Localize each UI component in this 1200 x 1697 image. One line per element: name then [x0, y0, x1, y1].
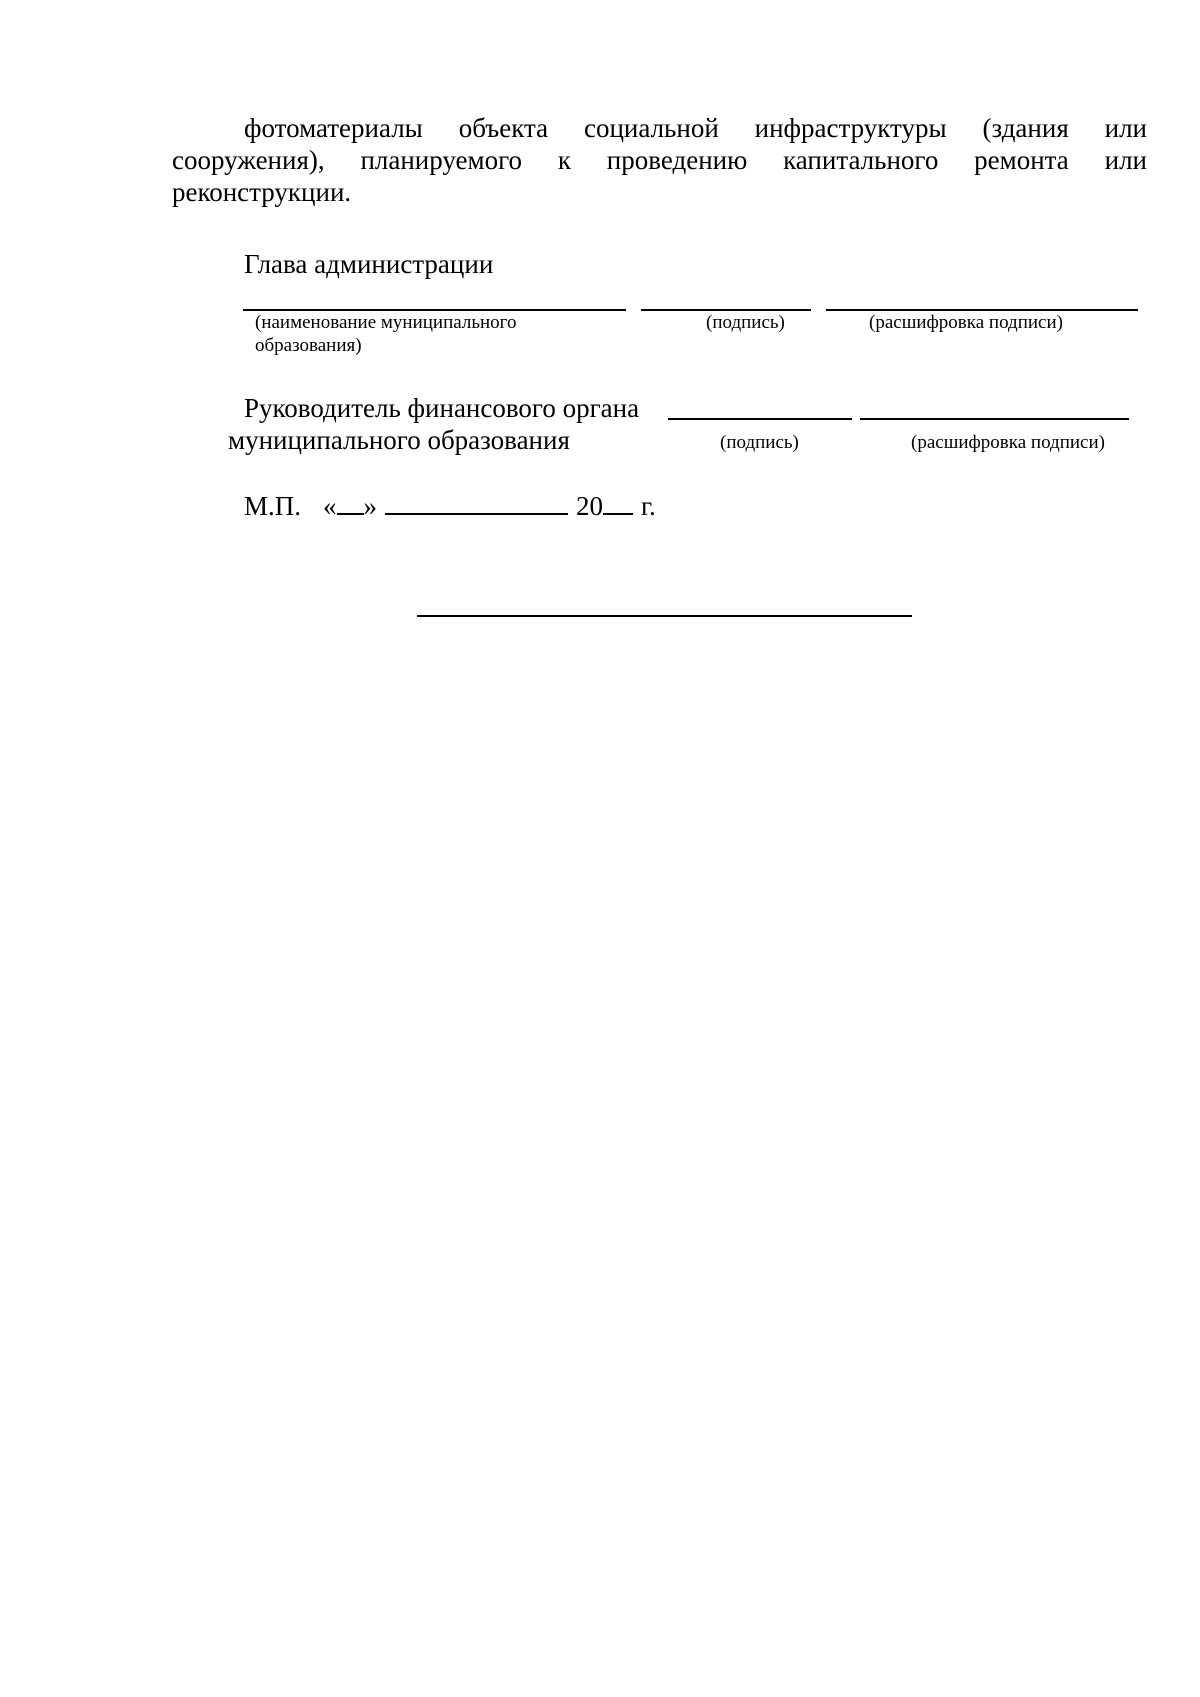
year-prefix: 20: [576, 491, 604, 521]
finance-title-line1: Руководитель финансового органа: [244, 393, 640, 423]
finance-title-line2: муниципального образования: [228, 425, 570, 455]
closing-separator: [417, 615, 912, 617]
month-blank: [385, 491, 568, 515]
date-quote-close: »: [363, 491, 378, 521]
caption-finance-signature: (подпись): [720, 432, 799, 453]
head-decoding-line: [826, 309, 1138, 311]
year-suffix: г.: [641, 491, 656, 521]
caption-municipality-line1: (наименование муниципального: [255, 312, 517, 333]
head-title: Глава администрации: [244, 249, 494, 279]
caption-municipality-line2: образования): [255, 335, 362, 356]
date-quote-open: «: [323, 491, 337, 521]
stamp-mark: М.П.: [244, 491, 302, 521]
day-blank: [337, 491, 364, 515]
body-paragraph: фотоматериалы объекта социальной инфраструктуры (здания или сооружения), планируемого к проведению капитального ремонта или реконструкции.: [172, 113, 1147, 207]
stamp-date-line: [244, 490, 656, 522]
finance-signature-line: [668, 418, 852, 420]
year-blank: [603, 491, 633, 515]
finance-decoding-line: [860, 418, 1129, 420]
caption-head-decoding: (расшифровка подписи): [869, 312, 1063, 333]
caption-head-signature: (подпись): [706, 312, 785, 333]
municipality-line: [243, 309, 626, 311]
caption-finance-decoding: (расшифровка подписи): [911, 432, 1105, 453]
head-signature-line: [641, 309, 811, 311]
